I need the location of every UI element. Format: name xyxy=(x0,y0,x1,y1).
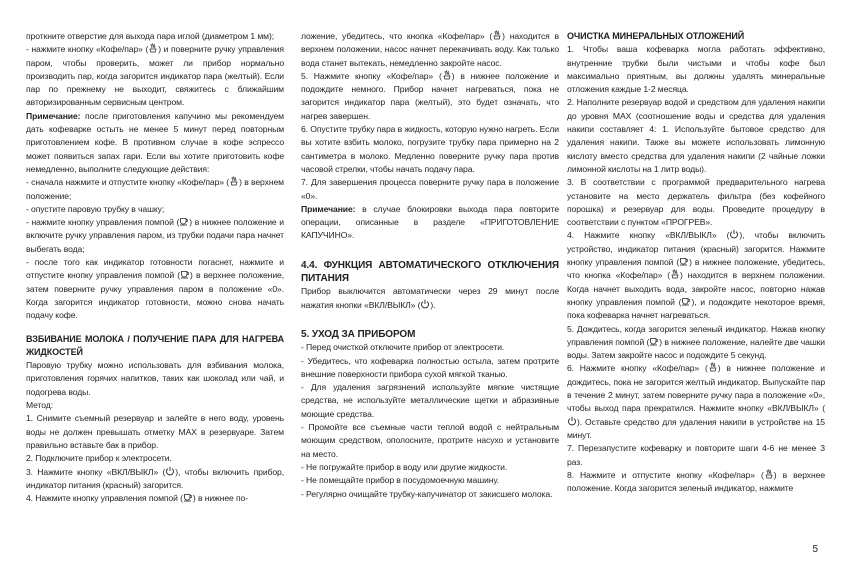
pump-cup-icon xyxy=(180,269,190,279)
paragraph: - Не погружайте прибор в воду или другие жидкости. xyxy=(301,461,508,472)
right-column xyxy=(567,30,825,495)
paragraph: - Промойте все съемные части теплой водой с нейтральным моющим средством, ополосните, протрите насухо и установите на место. xyxy=(301,422,559,459)
paragraph: 6. Опустите трубку пара в жидкость, которую нужно нагреть. Если вы хотите взбить молоко, погрузите трубку пара примерно на 2 сантиметра в молоко. Медленно поверните ручку пара против часовой стрелки, чтобы начать подачу пара. xyxy=(301,124,559,174)
paragraph: 5. Дождитесь, когда загорится зеленый индикатор. Нажав кнопку управления помпой ( ) в нижнее положение, налейте две чашки воды. Затем закройте насос и подождите 5 секунд. xyxy=(567,323,825,361)
paragraph: Паровую трубку можно использовать для взбивания молока, приготовления горячих напитков, таких как шоколад или чай, и подогрева воды. xyxy=(26,360,284,397)
power-icon xyxy=(420,299,430,309)
paragraph: 6. Нажмите кнопку «Кофе/пар» ( ) в нижнее положение и дождитесь, пока не загорится желтый индикатор. Выпускайте пар в течение 2 минут, затем поверните ручку пара в положение «0», чтобы выход пара прекратился. Нажмите кнопку «ВКЛ/ВЫКЛ» ( ). Оставьте средство для удаления накипи в устройстве на 15 минут. xyxy=(567,363,825,440)
paragraph: проткните отверстие для выхода пара иглой (диаметром 1 мм); xyxy=(26,31,274,41)
paragraph: 8. Нажмите и отпустите кнопку «Кофе/пар» ( ) в верхнее положение. Когда загорится зеленый индикатор, нажмите xyxy=(567,469,825,494)
paragraph: 4. Нажмите кнопку «ВКЛ/ВЫКЛ» ( ), чтобы включить устройство, индикатор питания (красный) загорится. Нажмите кнопку управления помпой ( ) в нижнее положение, убедитесь, что кнопка «Кофе/пар» ( ) находится в верхнем положении. Когда начнет выходить вода, закройте насос, повторно нажав кнопку управления помпой ( ), и подождите некоторое время, пока кофеварка начнет нагреваться. xyxy=(567,230,825,321)
page-number: 5 xyxy=(812,544,818,555)
paragraph: - сначала нажмите и отпустите кнопку «Кофе/пар» ( ) в верхнем положение; xyxy=(26,177,284,201)
note-paragraph: Примечание: после приготовления капучино мы рекомендуем дать кофеварке остыть не менее 5 минут перед повторным приготовлением кофе. В противном случае в кофе эспрессо может появиться запах гари. Если вы хотите приготовить кофе немедленно, выполните следующие действия: xyxy=(26,110,284,174)
power-icon xyxy=(567,416,577,426)
paragraph: 1. Чтобы ваша кофеварка могла работать эффективно, внутренние трубки были чистыми и чтобы кофе был максимально приятным, вы должны удалять минеральные отложения каждые 1-2 месяца. xyxy=(567,44,825,95)
paragraph: - Для удаления загрязнений используйте мягкие чистящие средства, не используйте металлические щетки и абразивные моющие средства. xyxy=(301,382,559,419)
note-label: Примечание: xyxy=(301,203,356,214)
section-heading: ВЗБИВАНИЕ МОЛОКА / ПОЛУЧЕНИЕ ПАРА ДЛЯ НАГРЕВА ЖИДКОСТЕЙ xyxy=(26,333,284,357)
paragraph: - нажмите кнопку управления помпой ( ) в нижнее положение и включите ручку управления паром, из трубки подачи пара начнет выбегать вода; xyxy=(26,217,284,254)
pump-cup-icon xyxy=(681,296,691,306)
power-icon xyxy=(729,229,739,239)
paragraph: 3. Нажмите кнопку «ВКЛ/ВЫКЛ» ( ), чтобы включить прибор, индикатор питания (красный) загорится. xyxy=(26,466,284,490)
paragraph: - нажмите кнопку «Кофе/пар» ( ) и поверните ручку управления паром, чтобы проверить, может ли прибор нормально производить пар, когда загорится индикатор пара (желтый). Если пар по прежнему не выходит, свяжитесь с ближайшим авторизированным сервисным центром. xyxy=(26,44,284,108)
paragraph: - опустите паровую трубку в чашку; xyxy=(26,203,165,214)
coffee-steam-icon xyxy=(764,469,774,479)
coffee-steam-icon xyxy=(229,176,239,186)
coffee-steam-icon xyxy=(442,70,452,80)
middle-column xyxy=(301,30,559,501)
pump-cup-icon xyxy=(649,336,659,346)
left-column xyxy=(26,30,284,505)
paragraph: - после того как индикатор готовности погаснет, нажмите и отпустите кнопку управления помпой ( ) в верхнее положение, затем поверните ручку управления паром в положение «0». Когда загорится индикатор готовности, можно снова начать подачу кофе. xyxy=(26,257,284,321)
paragraph: - Перед очисткой отключите прибор от электросети. xyxy=(301,342,505,353)
section-heading: 5. УХОД ЗА ПРИБОРОМ xyxy=(301,328,416,340)
pump-cup-icon xyxy=(179,216,189,226)
paragraph: - Регулярно очищайте трубку-капучинатор от закисшего молока. xyxy=(301,488,553,499)
section-heading: 4.4. ФУНКЦИЯ АВТОМАТИЧЕСКОГО ОТКЛЮЧЕНИЯ ПИТАНИЯ xyxy=(301,259,559,285)
pump-cup-icon xyxy=(183,492,193,502)
section-heading: ОЧИСТКА МИНЕРАЛЬНЫХ ОТЛОЖЕНИЙ xyxy=(567,31,745,41)
note-paragraph: Примечание: в случае блокировки выхода пара повторите операции, описанные в разделе «ПРИГОТОВЛЕНИЕ КАПУЧИНО». xyxy=(301,203,559,241)
coffee-steam-icon xyxy=(148,43,158,53)
paragraph: 3. В соответствии с программой предварительного нагрева установите на место держатель фильтра (без кофейного порошка) и резервуар для воды. Проведите процедуру в соответствии с пунктом «ПРОГРЕВ». xyxy=(567,177,825,228)
paragraph: Прибор выключится автоматически через 29 минут после нажатия кнопки «ВКЛ/ВЫКЛ» ( ). xyxy=(301,286,559,310)
paragraph: ложение, убедитесь, что кнопка «Кофе/пар» ( ) находится в верхнем положении, насос начнет перекачивать воду. Как только вода станет вытекать, немедленно закройте насос. xyxy=(301,31,559,68)
paragraph: 7. Для завершения процесса поверните ручку пара в положение «0». xyxy=(301,177,559,201)
paragraph: 2. Подключите прибор к электросети. xyxy=(26,453,172,464)
pump-cup-icon xyxy=(679,256,689,266)
paragraph: - Не помещайте прибор в посудомоечную машину. xyxy=(301,475,499,486)
coffee-steam-icon xyxy=(708,362,718,372)
power-icon xyxy=(165,466,175,476)
coffee-steam-icon xyxy=(670,269,680,279)
note-label: Примечание: xyxy=(26,110,81,121)
paragraph: 2. Наполните резервуар водой и средством для удаления накипи до уровня MAX (соотношение воды и средства для удаления накипи составляет 4: 1. Используйте бытовое средство для удаления накипи. Также вы можете использовать лимонную кислоту вместо средства для удаления накипи (2 чайные ложки лимонной кислоты на 1 литр воды). xyxy=(567,97,825,174)
paragraph: 7. Перезапустите кофеварку и повторите шаги 4-6 не менее 3 раз. xyxy=(567,443,825,467)
paragraph: - Убедитесь, что кофеварка полностью остыла, затем протрите внешние поверхности прибора сухой мягкой тканью. xyxy=(301,355,559,379)
paragraph: Метод: xyxy=(26,400,53,411)
paragraph: 1. Снимите съемный резервуар и залейте в него воду, уровень воды не должен превышать отметку MAX в резервуаре. Затем правильно вставьте бак в прибор. xyxy=(26,413,284,450)
paragraph: 5. Нажмите кнопку «Кофе/пар» ( ) в нижнее положение и подождите немного. Прибор начнет нагреваться, пока не загорится индикатор пара (желтый), это будет означать, что нагрев завершен. xyxy=(301,70,559,121)
coffee-steam-icon xyxy=(492,30,502,40)
paragraph: 4. Нажмите кнопку управления помпой ( ) в нижнее по- xyxy=(26,493,248,504)
